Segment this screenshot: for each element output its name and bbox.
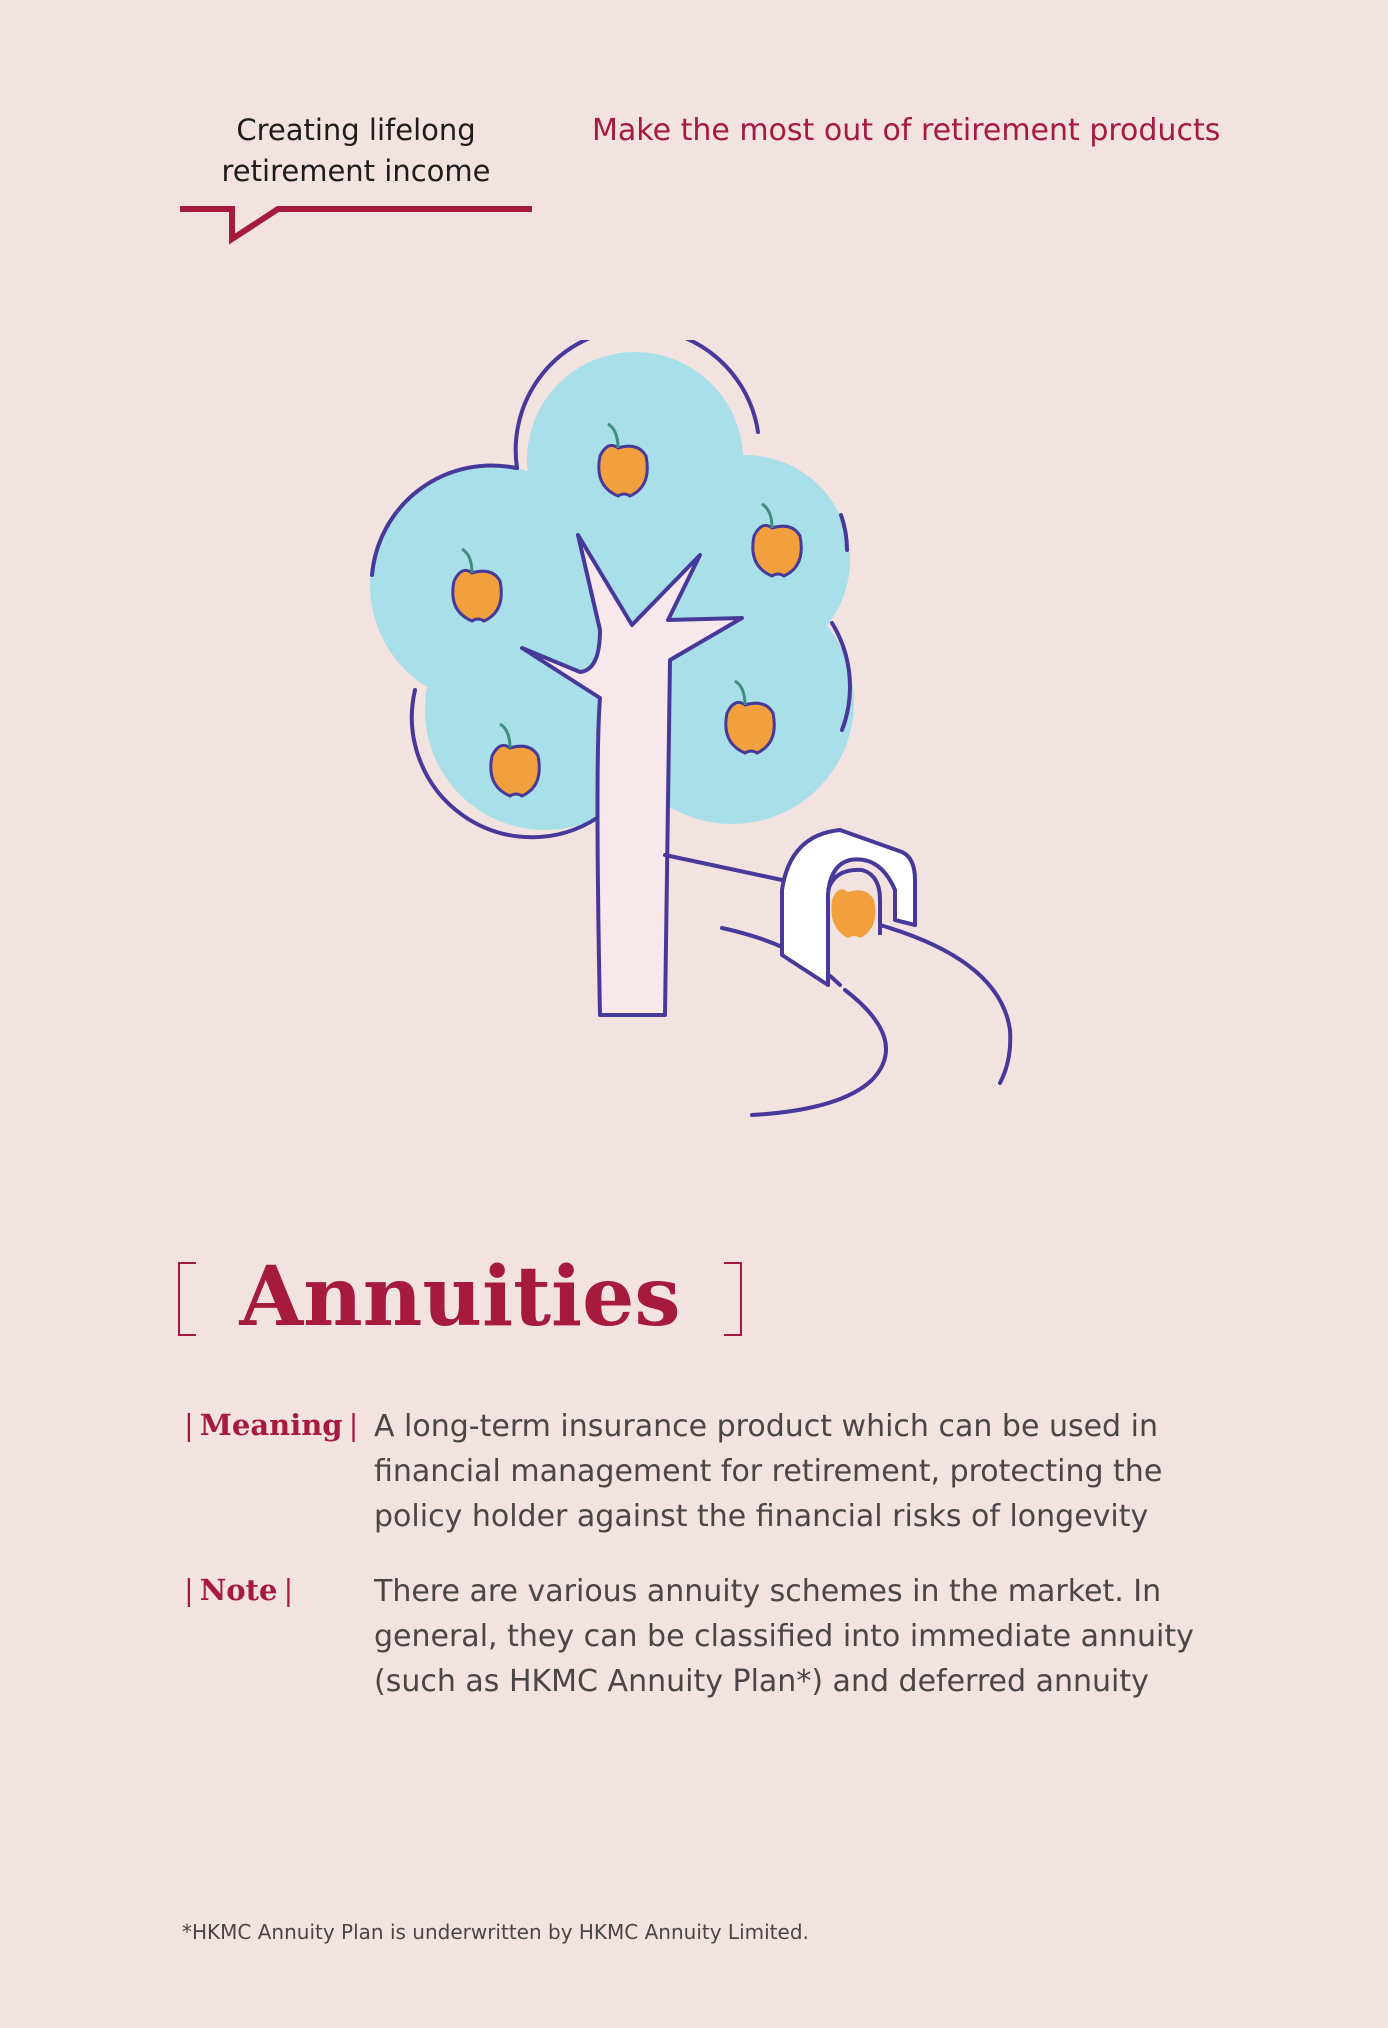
header-tab [180,110,532,192]
header-title: Make the most out of retirement products [592,113,1221,148]
footnote: *HKMC Annuity Plan is underwritten by HKMC Annuity Limited. [182,1920,809,1944]
meaning-text: A long-term insurance product which can be used in financial management for retirement, protecting the policy holder against the financial risks of longevity [374,1409,1163,1534]
note-label: | Note | [184,1573,294,1607]
page-title: Annuities [239,1249,681,1345]
tab-underline [180,205,532,245]
header-tab-line2: retirement income [221,154,491,188]
note-text: There are various annuity schemes in the market. In general, they can be classified into immediate annuity (such as HKMC Annuity Plan*) and deferred annuity [374,1574,1194,1699]
meaning-label: | Meaning | [184,1408,359,1442]
header-tab-line1: Creating lifelong [236,113,476,147]
apple-tree-icon [360,340,1040,1130]
